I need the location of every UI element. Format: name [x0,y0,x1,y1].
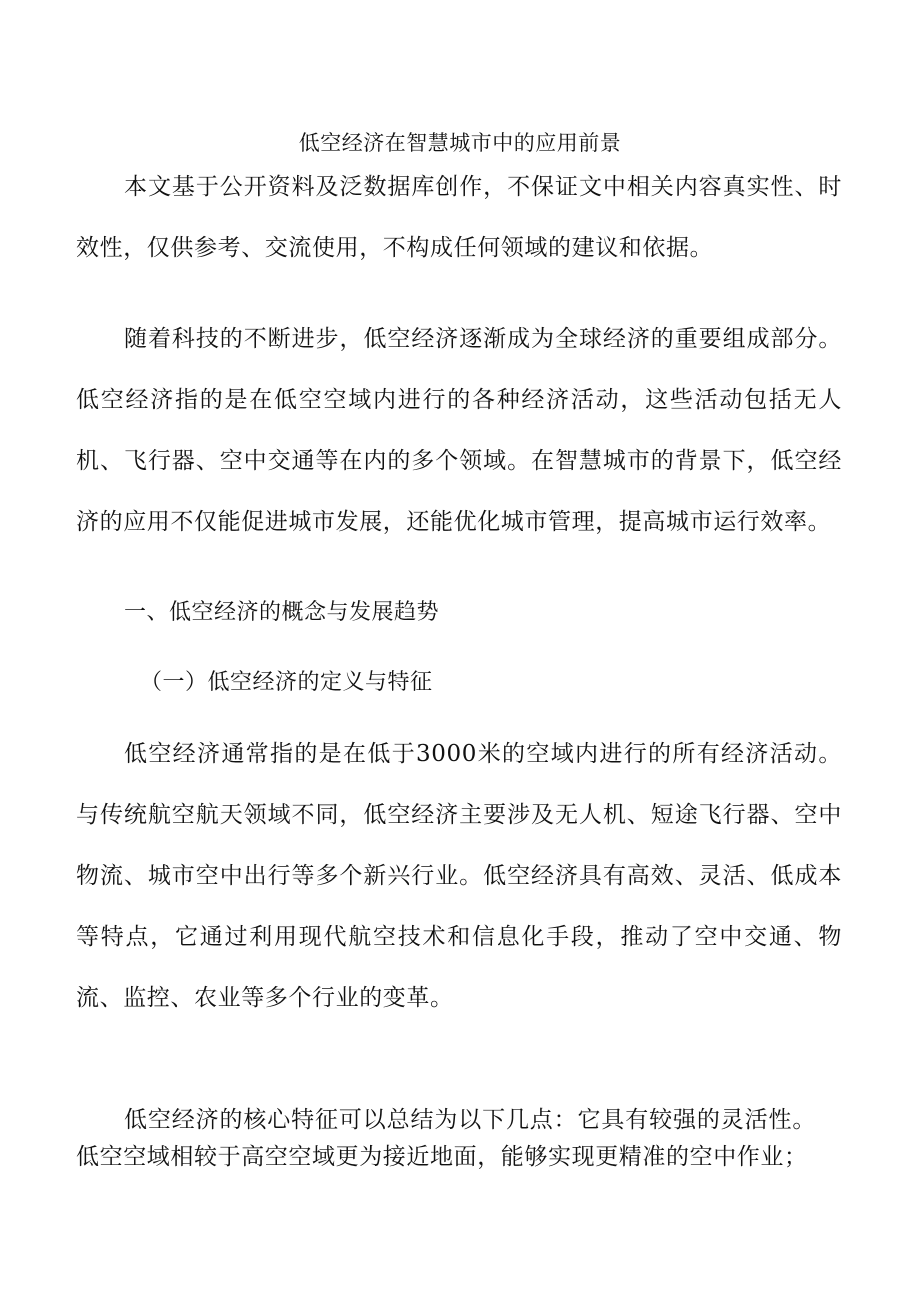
document-title: 低空经济在智慧城市中的应用前景 [298,131,622,155]
disclaimer-paragraph: 本文基于公开资料及泛数据库创作，不保证文中相关内容真实性、时效性，仅供参考、交流使用，不构成任何领域的建议和依据。 [76,174,842,261]
subsection-heading: （一）低空经济的定义与特征 [140,670,433,695]
section-heading: 一、低空经济的概念与发展趋势 [124,600,440,625]
core-features-paragraph: 低空经济的核心特征可以总结为以下几点：它具有较强的灵活性。低空空域相较于高空空域更为接近地面，能够实现更精准的空中作业； [76,1107,816,1170]
definition-paragraph: 低空经济通常指的是在低于3000米的空域内进行的所有经济活动。与传统航空航天领域不同，低空经济主要涉及无人机、短途飞行器、空中物流、城市空中出行等多个新兴行业。低空经济具有高效、灵活、低成本等特点，它通过利用现代航空技术和信息化手段，推动了空中交通、物流、监控、农业等多个行业的变革。 [76,741,842,1011]
intro-paragraph: 随着科技的不断进步，低空经济逐渐成为全球经济的重要组成部分。低空经济指的是在低空空域内进行的各种经济活动，这些活动包括无人机、飞行器、空中交通等在内的多个领域。在智慧城市的背景下，低空经济的应用不仅能促进城市发展，还能优化城市管理，提高城市运行效率。 [76,326,842,535]
